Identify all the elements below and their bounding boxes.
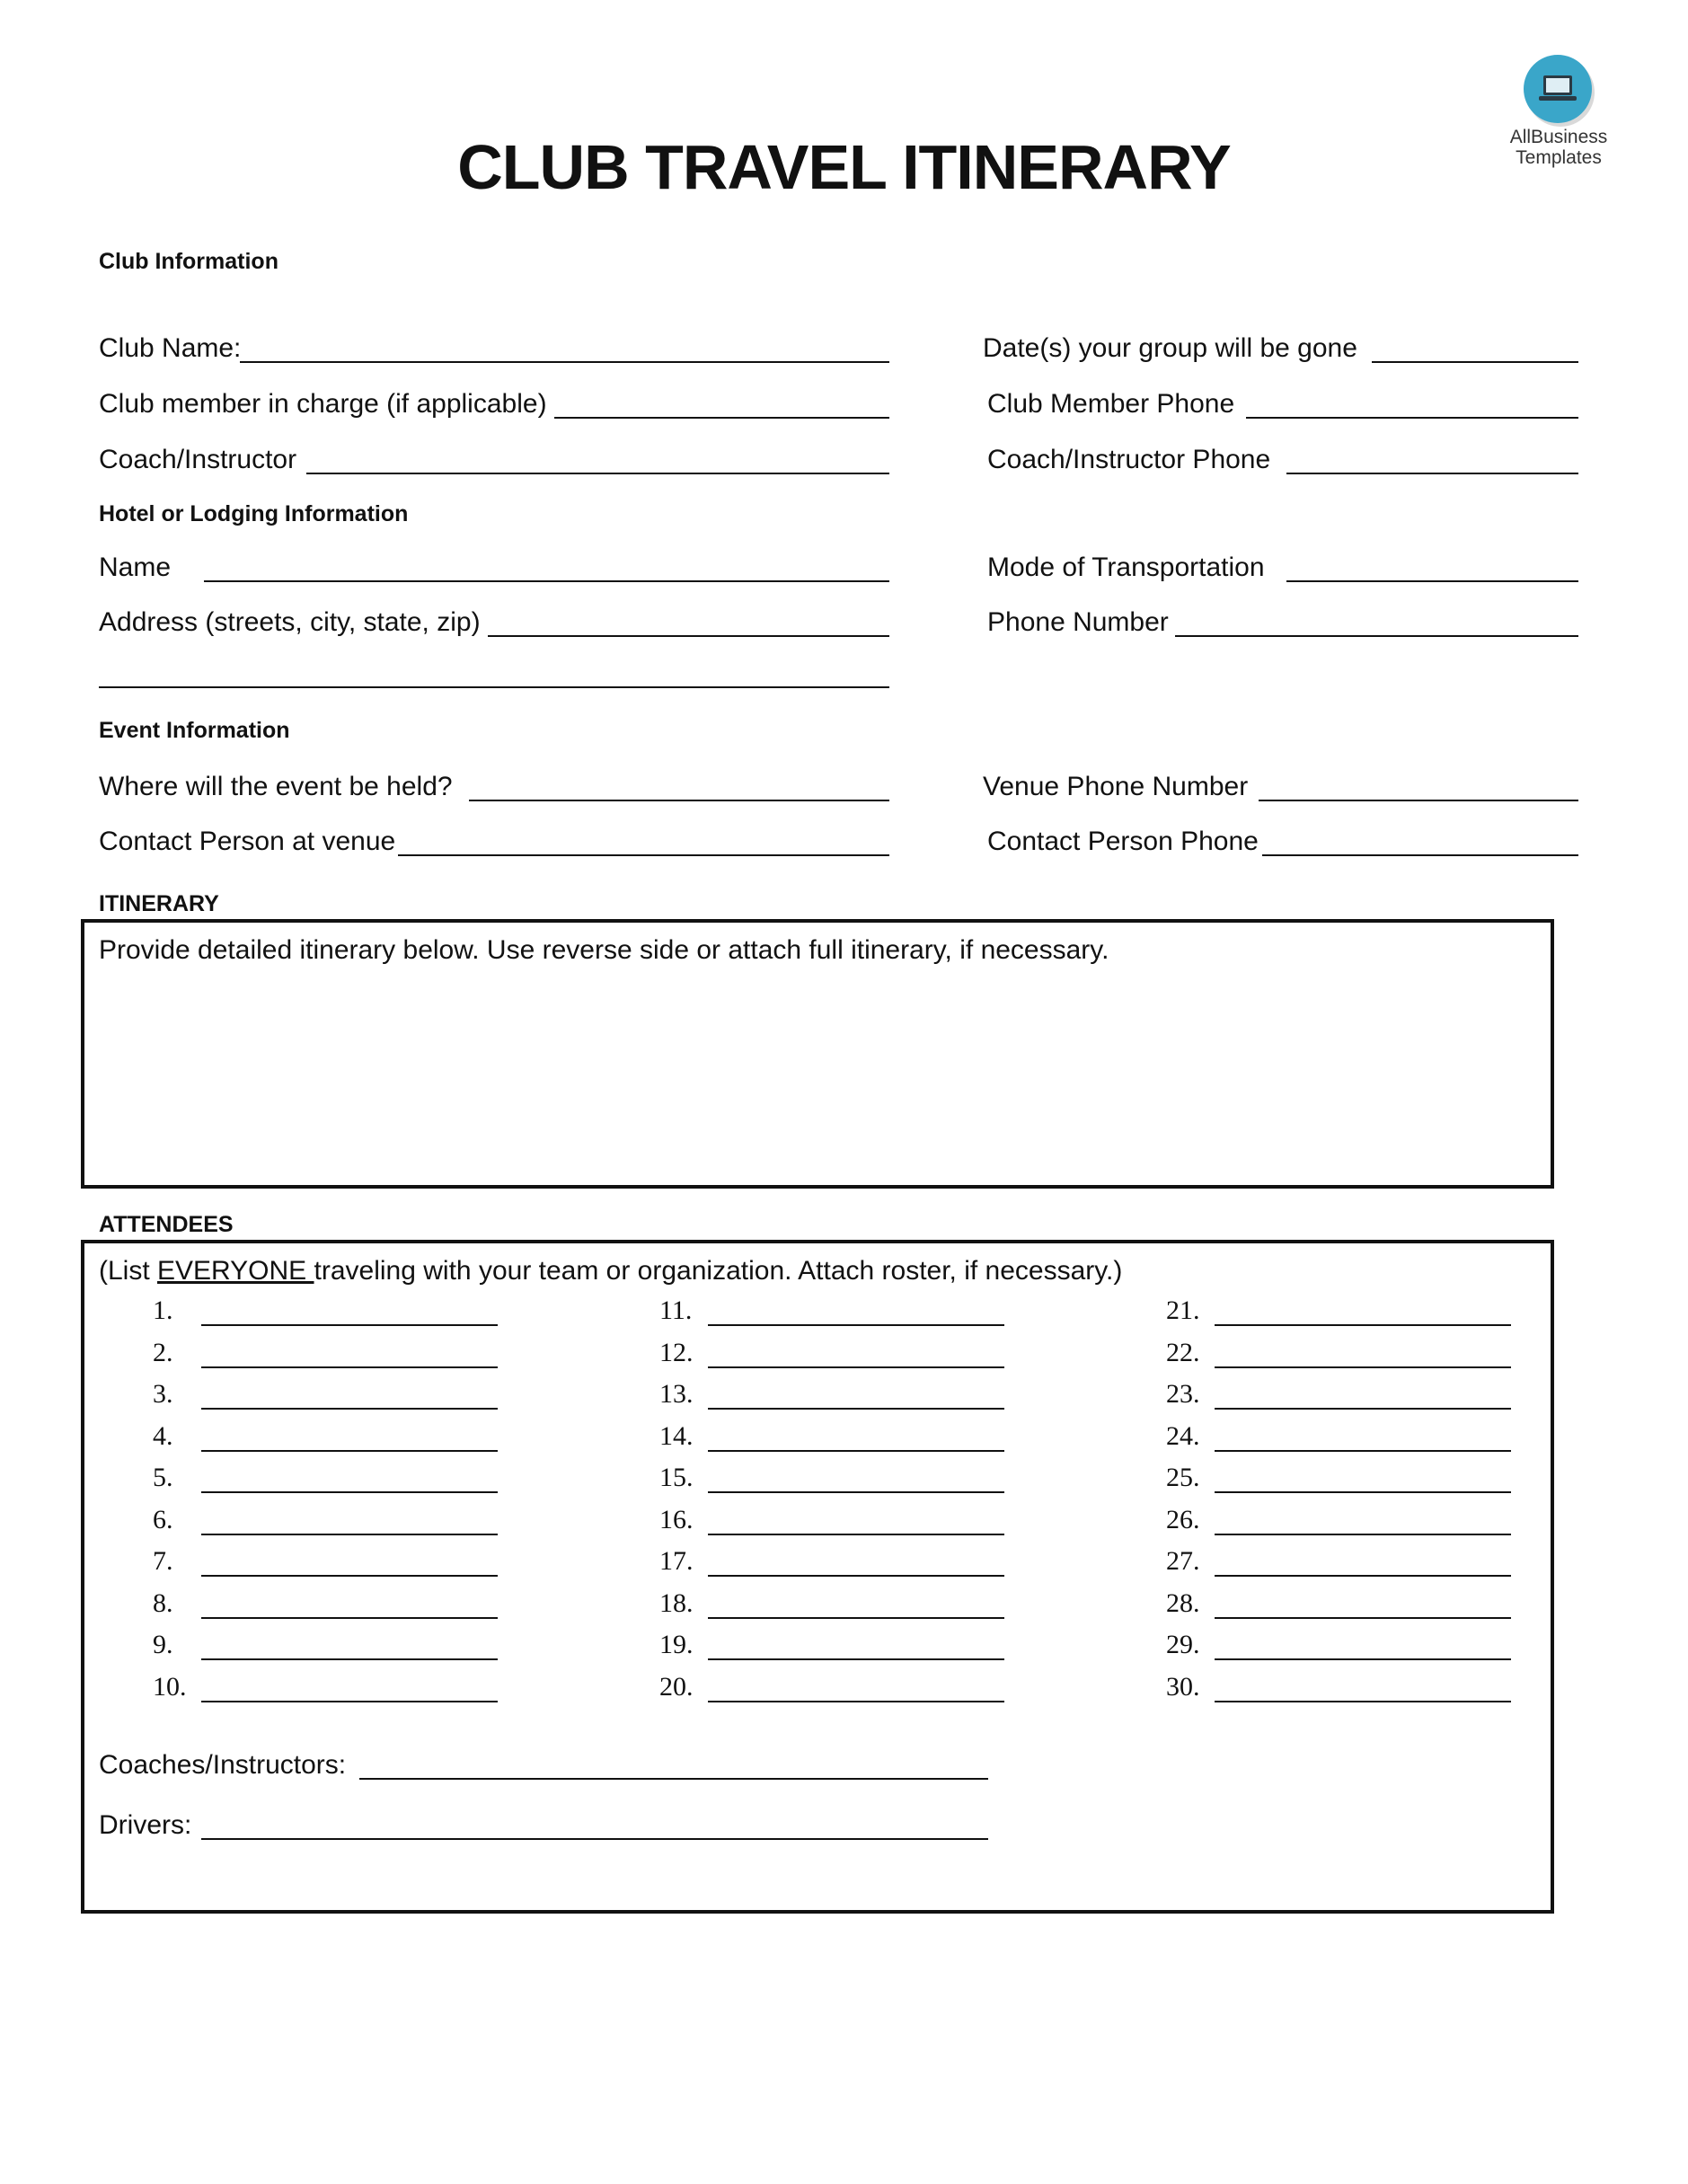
coaches-label: Coaches/Instructors: bbox=[99, 1750, 347, 1780]
attendee-number: 25. bbox=[1166, 1463, 1200, 1492]
contact-label: Contact Person at venue bbox=[99, 827, 396, 856]
attendee-number: 10. bbox=[153, 1671, 187, 1702]
transport-label: Mode of Transportation bbox=[987, 553, 1265, 582]
coach-label: Coach/Instructor bbox=[99, 445, 297, 474]
attendee-field[interactable] bbox=[201, 1701, 498, 1702]
attendee-field[interactable] bbox=[708, 1701, 1004, 1702]
attendee-number: 15. bbox=[659, 1463, 694, 1492]
itinerary-instruction: Provide detailed itinerary below. Use reverse side or attach full itinerary, if necessary. bbox=[99, 935, 1109, 965]
attendee-field[interactable] bbox=[201, 1324, 498, 1326]
event-where-field[interactable] bbox=[469, 800, 889, 801]
attendee-number: 3. bbox=[153, 1379, 173, 1409]
attendee-number: 12. bbox=[659, 1337, 694, 1367]
attendee-field[interactable] bbox=[708, 1491, 1004, 1493]
laptop-icon bbox=[1524, 55, 1592, 123]
address-field-line-2[interactable] bbox=[99, 686, 889, 688]
attendee-number: 20. bbox=[659, 1671, 694, 1702]
attendee-field[interactable] bbox=[201, 1408, 498, 1410]
attendee-number: 14. bbox=[659, 1420, 694, 1451]
attendee-field[interactable] bbox=[708, 1617, 1004, 1619]
attendee-field[interactable] bbox=[1215, 1534, 1511, 1535]
attendees-note-suffix: traveling with your team or organization. Attach roster, if necessary.) bbox=[314, 1256, 1123, 1286]
attendee-number: 8. bbox=[153, 1587, 173, 1618]
attendee-number: 13. bbox=[659, 1379, 694, 1409]
attendee-field[interactable] bbox=[1215, 1324, 1511, 1326]
dates-field[interactable] bbox=[1372, 361, 1578, 363]
logo-line-2: Templates bbox=[1516, 147, 1602, 168]
contact-field[interactable] bbox=[398, 854, 889, 856]
attendee-field[interactable] bbox=[708, 1534, 1004, 1535]
venue-phone-field[interactable] bbox=[1259, 800, 1578, 801]
attendee-field[interactable] bbox=[1215, 1450, 1511, 1452]
attendee-number: 6. bbox=[153, 1504, 173, 1534]
attendee-number: 5. bbox=[153, 1463, 173, 1492]
attendee-number: 2. bbox=[153, 1337, 173, 1367]
coach-field[interactable] bbox=[306, 473, 889, 474]
attendee-field[interactable] bbox=[1215, 1701, 1511, 1702]
attendee-field[interactable] bbox=[201, 1617, 498, 1619]
attendee-number: 19. bbox=[659, 1630, 694, 1659]
attendee-field[interactable] bbox=[708, 1366, 1004, 1368]
coaches-field[interactable] bbox=[359, 1778, 988, 1780]
attendees-note-emphasis: EVERYONE bbox=[157, 1256, 314, 1286]
drivers-label: Drivers: bbox=[99, 1810, 192, 1840]
attendee-field[interactable] bbox=[1215, 1408, 1511, 1410]
attendee-number: 9. bbox=[153, 1630, 173, 1659]
attendee-number: 23. bbox=[1166, 1379, 1200, 1409]
attendee-field[interactable] bbox=[708, 1324, 1004, 1326]
transport-field[interactable] bbox=[1286, 580, 1578, 582]
club-name-field[interactable] bbox=[240, 361, 889, 363]
hotel-name-label: Name bbox=[99, 553, 172, 582]
attendee-field[interactable] bbox=[1215, 1575, 1511, 1577]
attendee-field[interactable] bbox=[708, 1658, 1004, 1660]
attendee-field[interactable] bbox=[201, 1491, 498, 1493]
attendee-number: 17. bbox=[659, 1546, 694, 1576]
contact-phone-label: Contact Person Phone bbox=[987, 827, 1259, 856]
attendee-field[interactable] bbox=[708, 1450, 1004, 1452]
attendee-number: 28. bbox=[1166, 1587, 1200, 1618]
club-name-label: Club Name: bbox=[99, 333, 242, 363]
address-field[interactable] bbox=[488, 635, 889, 637]
coach-phone-field[interactable] bbox=[1286, 473, 1578, 474]
attendee-field[interactable] bbox=[1215, 1491, 1511, 1493]
attendee-number: 27. bbox=[1166, 1546, 1200, 1576]
contact-phone-field[interactable] bbox=[1262, 854, 1578, 856]
attendees-note-prefix: (List bbox=[99, 1256, 158, 1286]
venue-phone-label: Venue Phone Number bbox=[983, 772, 1249, 801]
attendee-field[interactable] bbox=[201, 1450, 498, 1452]
attendee-field[interactable] bbox=[708, 1408, 1004, 1410]
attendee-number: 1. bbox=[153, 1295, 173, 1325]
club-info-heading: Club Information bbox=[99, 249, 278, 274]
hotel-name-field[interactable] bbox=[204, 580, 889, 582]
attendee-field[interactable] bbox=[1215, 1366, 1511, 1368]
hotel-phone-field[interactable] bbox=[1175, 635, 1578, 637]
logo-line-1: AllBusiness bbox=[1509, 127, 1608, 147]
member-in-charge-label: Club member in charge (if applicable) bbox=[99, 389, 547, 419]
logo-badge bbox=[1524, 55, 1592, 123]
attendee-number: 26. bbox=[1166, 1504, 1200, 1534]
attendee-field[interactable] bbox=[1215, 1658, 1511, 1660]
dates-label: Date(s) your group will be gone bbox=[983, 333, 1357, 363]
address-label: Address (streets, city, state, zip) bbox=[99, 607, 481, 637]
attendee-field[interactable] bbox=[1215, 1617, 1511, 1619]
attendee-field[interactable] bbox=[201, 1534, 498, 1535]
attendee-number: 21. bbox=[1166, 1295, 1200, 1325]
member-phone-field[interactable] bbox=[1246, 417, 1578, 419]
attendee-field[interactable] bbox=[201, 1366, 498, 1368]
hotel-phone-label: Phone Number bbox=[987, 607, 1169, 637]
itinerary-heading: ITINERARY bbox=[99, 891, 219, 916]
attendee-number: 29. bbox=[1166, 1630, 1200, 1659]
member-phone-label: Club Member Phone bbox=[987, 389, 1235, 419]
member-in-charge-field[interactable] bbox=[554, 417, 889, 419]
page-title: CLUB TRAVEL ITINERARY bbox=[457, 132, 1231, 202]
hotel-info-heading: Hotel or Lodging Information bbox=[99, 501, 409, 526]
coach-phone-label: Coach/Instructor Phone bbox=[987, 445, 1271, 474]
attendees-heading: ATTENDEES bbox=[99, 1212, 234, 1237]
attendee-number: 11. bbox=[659, 1295, 693, 1325]
event-info-heading: Event Information bbox=[99, 718, 290, 743]
attendee-number: 18. bbox=[659, 1587, 694, 1618]
drivers-field[interactable] bbox=[201, 1838, 988, 1840]
attendees-box bbox=[81, 1240, 1554, 1914]
attendee-number: 24. bbox=[1166, 1420, 1200, 1451]
event-where-label: Where will the event be held? bbox=[99, 772, 453, 801]
attendee-field[interactable] bbox=[201, 1575, 498, 1577]
attendee-field[interactable] bbox=[708, 1575, 1004, 1577]
attendee-number: 16. bbox=[659, 1504, 694, 1534]
itinerary-box[interactable] bbox=[81, 919, 1554, 1189]
attendee-number: 7. bbox=[153, 1546, 173, 1576]
attendee-number: 30. bbox=[1166, 1671, 1200, 1702]
attendee-field[interactable] bbox=[201, 1658, 498, 1660]
attendee-number: 4. bbox=[153, 1420, 173, 1451]
attendee-number: 22. bbox=[1166, 1337, 1200, 1367]
attendees-note bbox=[99, 1258, 1122, 1285]
